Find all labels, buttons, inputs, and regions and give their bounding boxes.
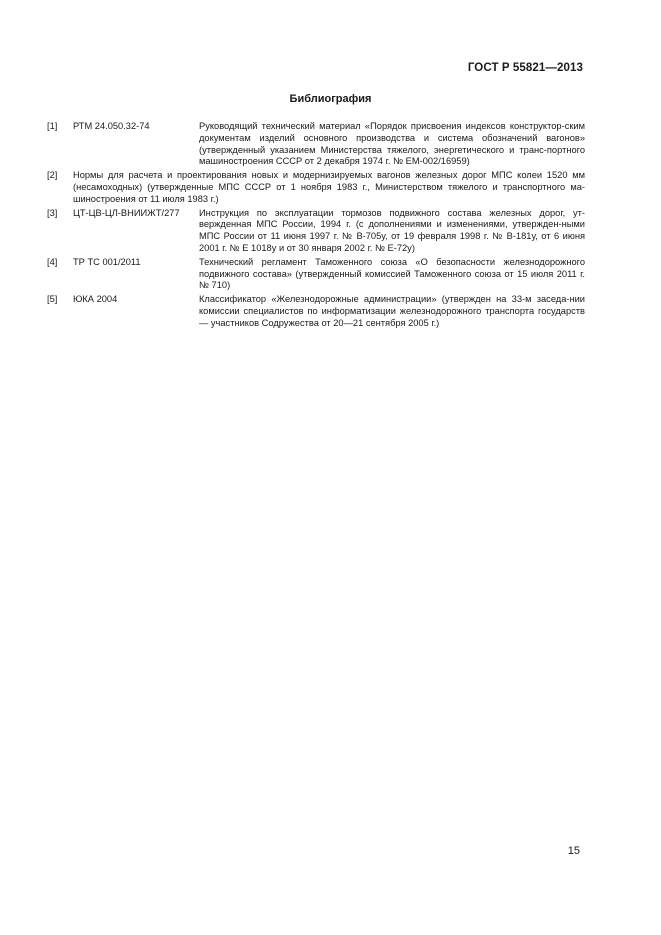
entry-number: [5] [47,294,58,305]
entry-code: ЮКА 2004 [73,294,118,305]
bibliography-entry-2 [47,170,585,205]
bibliography-entry-4 [47,257,585,292]
entry-code: ТР ТС 001/2011 [73,256,141,267]
entry-number: [3] [47,207,58,218]
document-code: ГОСТ Р 55821—2013 [467,62,583,74]
bibliography-entry-3 [47,208,585,255]
page-number: 15 [567,845,580,857]
entry-code: ЦТ-ЦВ-ЦЛ-ВНИИЖТ/277 [73,207,180,218]
bibliography-list [47,121,585,332]
section-title: Библиография [289,93,372,105]
entry-description: Инструкция по эксплуатации тормозов подвижного состава железных дорог, ут-вержденная МПС России, 1994 г. (с дополнениями и изменениями, утвержден-ными МПС России от 11 июня 1997 г. № В-705у, от 19 февраля 1998 г. № В-181у, от 6 июня 2001 г. № Е 1018у и от 30 января 2002 г. № Е-72у) [199,207,585,253]
bibliography-entry-5 [47,294,585,329]
entry-description: Технический регламент Таможенного союза «О безопасности железнодорожного подвижного состава» (утвержденный комиссией Таможенного союза от 15 июля 2011 г. № 710) [199,256,585,291]
entry-text: Нормы для расчета и проектирования новых и модернизируемых вагонов железных дорог МПС колеи 1520 мм (несамоходных) (утвержденные МПС СССР от 1 ноября 1983 г., Министерством тяжелого и транспортного ма-шиностроения от 11 июля 1983 г.) [73,170,585,204]
entry-code: РТМ 24.050.32-74 [73,121,150,131]
entry-description: Классификатор «Железнодорожные администрации» (утвержден на 33-м заседа-нии комиссии специалистов по информатизации железнодорожного транспорта государств — участников Содружества от 20—21 сентября 2005 г.) [199,294,585,328]
entry-number: [4] [47,256,58,267]
bibliography-entry-1 [47,121,585,168]
entry-number: [2] [47,170,58,181]
entry-description: Руководящий технический материал «Порядок присвоения индексов конструктор-ским документам изделий основного производства и система обозначений вагонов» (утвержденный указанием Министерства тяжелого, энергетического и транс-портного машиностроения СССР от 2 декабря 1974 г. № ЕМ-002/16959) [199,121,585,167]
entry-number: [1] [47,121,58,131]
